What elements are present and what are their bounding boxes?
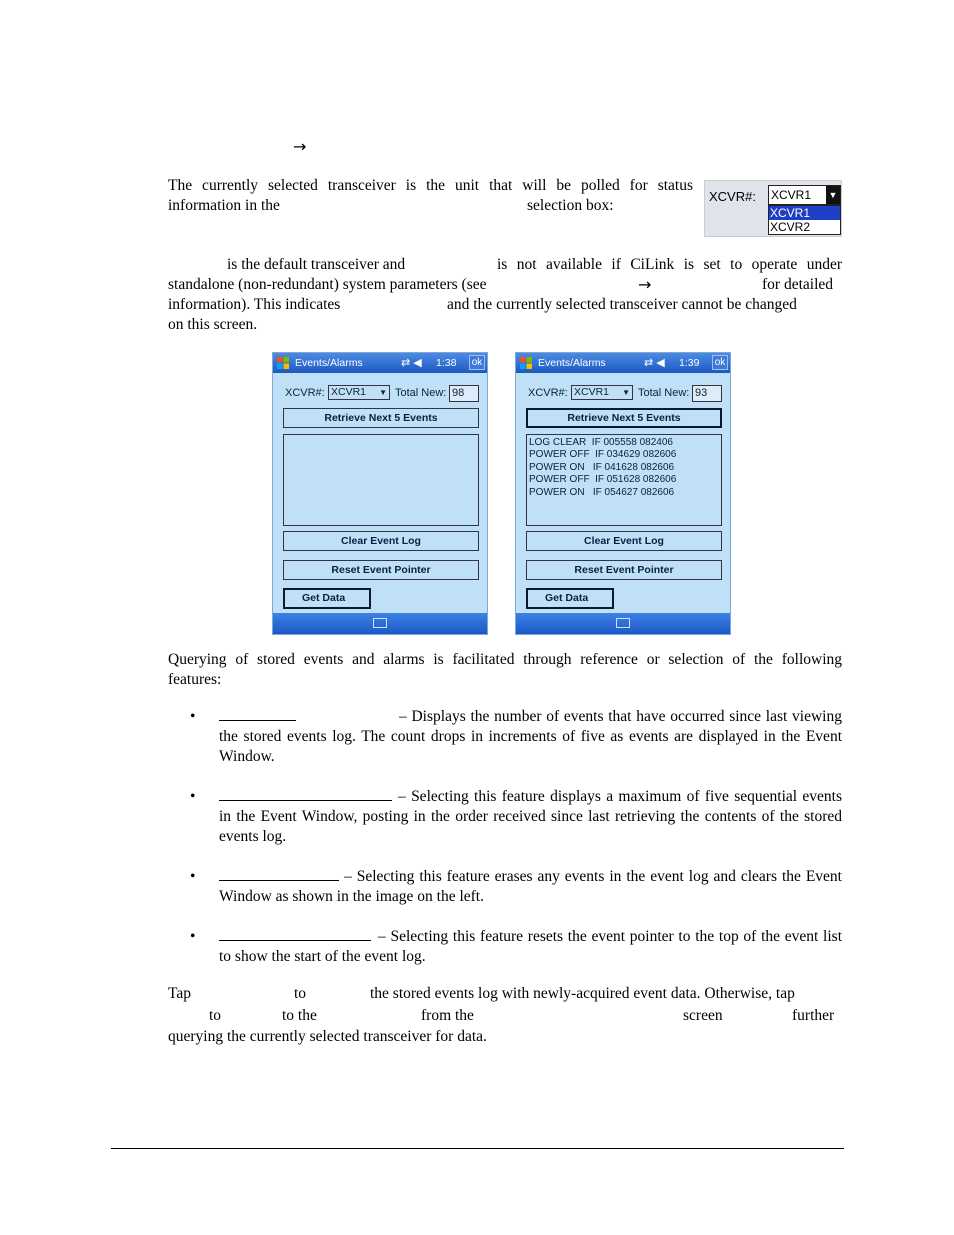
closing-l1b: to: [294, 985, 307, 1002]
para2-l2b: for detailed: [762, 276, 834, 293]
total-new-label: Total New:: [638, 387, 690, 399]
clock: 1:38: [436, 357, 457, 369]
chevron-down-icon: ▼: [826, 186, 840, 204]
connectivity-speaker-icon: ⇄ ◀︎: [644, 357, 665, 369]
xcvr-label: XCVR#:: [285, 387, 325, 399]
clock: 1:39: [679, 357, 700, 369]
phone-screenshot-events: [516, 353, 730, 634]
closing-l2e: further: [792, 1007, 835, 1024]
list-item: [168, 867, 842, 907]
bullet-icon: •: [190, 868, 196, 885]
connectivity-speaker-icon: ⇄ ◀︎: [401, 357, 422, 369]
total-new-field: 98: [449, 385, 479, 402]
event-window: [526, 434, 722, 526]
total-new-label: Total New:: [395, 387, 447, 399]
xcvr-option: XCVR2: [770, 220, 811, 234]
para2-l1a: is the default transceiver and: [227, 256, 406, 273]
chevron-down-icon: ▼: [379, 388, 387, 397]
taskbar: [516, 613, 730, 634]
event-line: POWER ON IF 041628 082606: [529, 461, 675, 473]
bullet-icon: •: [190, 928, 196, 945]
bullet-text: – Selecting this feature resets the event pointer to the top of the event list to show the start of the event log.: [219, 928, 842, 965]
list-item: [168, 707, 842, 767]
term-underline: [219, 707, 296, 721]
bullet-icon: •: [190, 788, 196, 805]
closing-l3: querying the currently selected transceiver for data.: [168, 1028, 487, 1045]
bullet-text: – Selecting this feature erases any events in the event log and clears the Event Window as shown in the image on the left.: [219, 868, 842, 905]
intro-line-1: The currently selected transceiver is the unit that will be polled for status: [168, 177, 693, 194]
para2-l3a: information). This indicates: [168, 296, 341, 313]
intro-line-2b: selection box:: [527, 197, 614, 214]
window-title: Events/Alarms: [295, 357, 363, 369]
intro-line-2a: information in the: [168, 197, 280, 214]
list-item: [168, 927, 842, 967]
windows-logo-icon: [519, 356, 533, 370]
xcvr-label: XCVR#:: [528, 387, 568, 399]
closing-l1c: the stored events log with newly-acquired event data. Otherwise, tap: [370, 985, 795, 1002]
phone-screenshot-empty: [273, 353, 487, 634]
event-line: POWER OFF IF 034629 082606: [529, 449, 677, 461]
xcvr-value: XCVR1: [331, 386, 367, 398]
feature-list: [168, 707, 842, 987]
arrow-icon: →: [293, 137, 307, 156]
retrieve-next-events-button[interactable]: Retrieve Next 5 Events: [283, 408, 479, 428]
ok-button[interactable]: ok: [469, 355, 485, 370]
retrieve-next-events-button[interactable]: Retrieve Next 5 Events: [526, 408, 722, 428]
query-intro-line-2: features:: [168, 671, 222, 688]
query-intro-line-1: Querying of stored events and alarms is facilitated through reference or selection of the following: [168, 651, 842, 668]
clear-event-log-button[interactable]: Clear Event Log: [283, 531, 479, 551]
para2-l2a: standalone (non-redundant) system parameters (see: [168, 276, 487, 293]
closing-l2c: from the: [421, 1007, 474, 1024]
event-line: POWER OFF IF 051628 082606: [529, 474, 677, 486]
xcvr-select: [768, 185, 841, 205]
ok-button[interactable]: ok: [712, 355, 728, 370]
term-underline: [219, 867, 339, 881]
keyboard-icon[interactable]: [616, 618, 630, 628]
reset-event-pointer-button[interactable]: Reset Event Pointer: [283, 560, 479, 580]
event-window: [283, 434, 479, 526]
arrow-icon: →: [638, 275, 652, 294]
bullet-text: – Selecting this feature displays a maximum of five sequential events in the Event Window, posting in the order received since last retrieving the contents of the stored events log.: [219, 788, 842, 845]
xcvr-dropdown-image: [704, 180, 842, 237]
total-new-field: 93: [692, 385, 722, 402]
xcvr-option: XCVR1: [769, 206, 840, 220]
para2-l4: on this screen.: [168, 316, 258, 333]
term-underline: [219, 787, 392, 801]
term-underline: [219, 927, 371, 941]
event-line: LOG CLEAR IF 005558 082406: [529, 437, 673, 448]
bullet-text: – Displays the number of events that have occurred since last viewing the stored events log. The count drops in increments of five as events are displayed in the Event Window.: [219, 708, 842, 765]
reset-event-pointer-button[interactable]: Reset Event Pointer: [526, 560, 722, 580]
clear-event-log-button[interactable]: Clear Event Log: [526, 531, 722, 551]
footer-divider: [111, 1148, 844, 1149]
xcvr-options-list: [768, 205, 841, 235]
xcvr-value: XCVR1: [574, 386, 610, 398]
list-item: [168, 787, 842, 847]
get-data-button[interactable]: Get Data: [526, 588, 614, 609]
xcvr-label: XCVR#:: [709, 189, 756, 204]
taskbar: [273, 613, 487, 634]
title-bar: [273, 353, 487, 373]
chevron-down-icon: ▼: [622, 388, 630, 397]
event-line: POWER ON IF 054627 082606: [529, 486, 675, 498]
xcvr-selected-value: XCVR1: [771, 188, 812, 202]
closing-l2b: to the: [282, 1007, 317, 1024]
get-data-button[interactable]: Get Data: [283, 588, 371, 609]
windows-logo-icon: [276, 356, 290, 370]
xcvr-select[interactable]: [571, 385, 633, 400]
closing-l2a: to: [209, 1007, 222, 1024]
para2-l1b: is not available if CiLink is set to operate under: [497, 256, 842, 273]
closing-l1a: Tap: [168, 985, 192, 1002]
xcvr-select[interactable]: [328, 385, 390, 400]
window-title: Events/Alarms: [538, 357, 606, 369]
keyboard-icon[interactable]: [373, 618, 387, 628]
closing-l2d: screen: [683, 1007, 723, 1024]
para2-l3b: and the currently selected transceiver cannot be changed: [447, 296, 797, 313]
bullet-icon: •: [190, 708, 196, 725]
title-bar: [516, 353, 730, 373]
